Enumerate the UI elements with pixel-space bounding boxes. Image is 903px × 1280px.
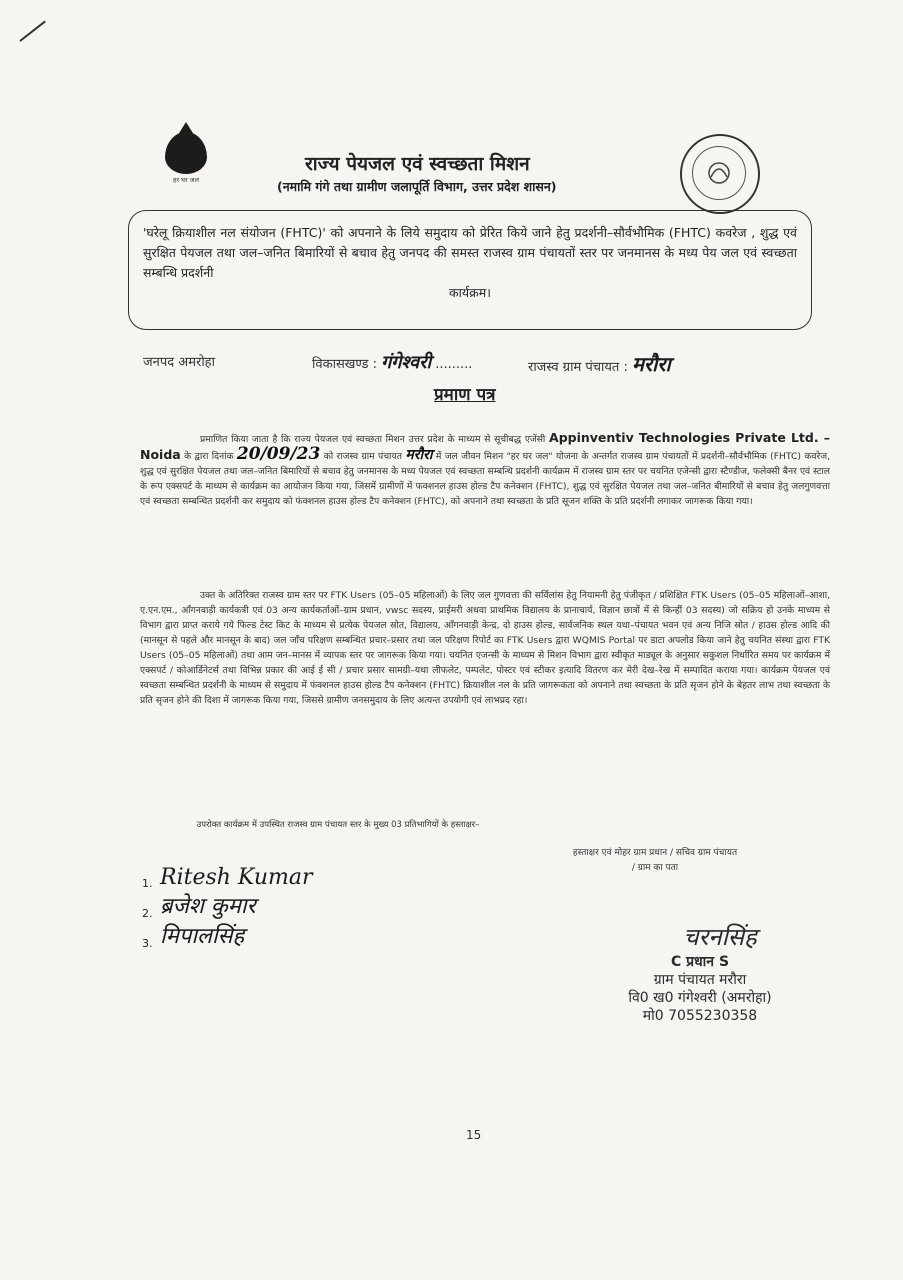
water-drop-icon	[165, 132, 207, 174]
stamp-phone: मो0 7055230358	[642, 1008, 758, 1024]
logo-tagline: हर घर जल	[173, 176, 199, 184]
participant-signature: ब्रजेश कुमार	[160, 894, 256, 919]
subject-text-end: कार्यक्रम।	[449, 285, 491, 300]
har-ghar-jal-logo	[155, 132, 217, 210]
district-label: जनपद	[143, 355, 175, 370]
participant-signature: Ritesh Kumar	[160, 865, 313, 890]
header-subtitle: (नमामि गंगे तथा ग्रामीण जलापूर्ति विभाग, उत्तर प्रदेश शासन)	[277, 179, 557, 194]
p1-mid: के द्वारा दिनांक	[184, 451, 234, 462]
block-label: विकासखण्ड :	[312, 357, 378, 372]
participant-row: 3. मिपालसिंह	[142, 920, 313, 950]
district-value: अमरोहा	[178, 355, 215, 370]
p1-rest: में जल जीवन मिशन "हर घर जल" योजना के अन्तर्गत राजस्व ग्राम पंचायतों में प्रदर्शनी–सौर्वभौमिक (FHTC) कवरेज, शुद्ध एवं सुरक्षित पेयजल तथा जल–जनित बिमारियों से बचाव हेतु जनमानस के मध्य पेयजल एवं स्वच्छता सम्बन्धि प्रदर्शनी कार्यक्रम में राजस्व ग्राम स्तर पर चयनित एजेन्सी द्वारा स्टैण्डीज, फलेक्सी बैनर एवं स्टाल के रूप एक्सपर्ट के माध्यम से कार्यक्रम का आयोजन किया गया, जिसमें ग्रामीणों में फक्शनल हाउस होल्ड टैप कनेक्शन (FHTC), शुद्ध एवं सुरक्षित पेयजल तथा जल–जनित बीमारियों से बचाव हेतु जलगुणवत्ता एवं स्वच्छता सम्बन्धित प्रदर्शनी कर समुदाय को फंक्शनल हाउस होल्ड टैप कनेक्शन (FHTC), को अपनाने तथा स्वच्छता के प्रति सूजन शक्ति के प्रति प्रदर्शनी लगाकर जागरूक किया गया।	[140, 451, 831, 507]
page-number: 15	[466, 1128, 482, 1142]
participant-row: 2. ब्रजेश कुमार	[142, 890, 313, 920]
p1-mid2: को राजस्व ग्राम पंचायत	[323, 451, 402, 462]
program-date: 20/09/23	[236, 444, 321, 464]
header-title: राज्य पेयजल एवं स्वच्छता मिशन	[305, 153, 530, 175]
panchayat-label: राजस्व ग्राम पंचायत :	[528, 360, 628, 375]
certificate-title: प्रमाण पत्र	[434, 385, 496, 405]
seal-heading: हस्ताक्षर एवं मोहर ग्राम प्रधान / सचिव ग्राम पंचायत / ग्राम का पता	[572, 848, 738, 873]
participant-signature: मिपालसिंह	[160, 924, 245, 949]
stamp-line: C प्रधान S	[670, 954, 730, 970]
agency-name: Appinventiv Technologies Private Ltd. – Noida	[140, 430, 830, 462]
pradhan-signature: चरनसिंह	[683, 923, 757, 951]
subject-text: 'घरेलू क्रियाशील नल संयोजन (FHTC)' को अपनाने के लिये समुदाय को प्रेरित किये जाने हेतु प्रदर्शनी–सौर्वभौमिक (FHTC) कवरेज , शुद्ध एवं सुरक्षित पेयजल तथा जल–जनित बिमारियों से बचाव हेतु जनपद की समस्त राजस्व ग्राम पंचायतों स्तर पर जनमानस के मध्य पेय जल एवं स्वच्छता सम्बन्धि प्रदर्शनी	[143, 225, 797, 280]
pradhan-stamp	[600, 920, 800, 1025]
stamp-line: वि0 ख0 गंगेश्वरी (अमरोहा)	[628, 990, 772, 1006]
participant-signatures	[142, 860, 313, 950]
emblem-seal-icon	[692, 146, 746, 200]
body-paragraph-1	[140, 430, 830, 509]
participants-note: उपरोक्त कार्यक्रम में उपस्थित राजस्व ग्राम पंचायत स्तर के मुख्य 03 प्रतिभागियों के हस्ताक्षर–	[196, 820, 480, 830]
panchayat-value: मरौरा	[631, 352, 671, 376]
panchayat-row	[528, 350, 671, 377]
block-value: गंगेश्वरी	[381, 352, 432, 373]
participant-row: 1. Ritesh Kumar	[142, 865, 313, 890]
block-row: विकासखण्ड : गंगेश्वरी .........	[312, 352, 473, 373]
subject-box	[128, 210, 812, 330]
body-paragraph-2: उक्त के अतिरिक्त राजस्व ग्राम स्तर पर FTK Users (05–05 महिलाओं) के लिए जल गुणवत्ता की सर्विलांस हेतु नियामनी हेतु पंजीकृत / प्रशिक्षित FTK Users (05–05 महिलाओं–आशा, ए.एन.एम., आँगनवाड़ी कार्यकत्री एवं 03 अन्य कार्यकर्ताओं–ग्राम प्रधान, vwsc सदस्य, प्राईमरी अथवा प्राथमिक विद्यालय के प्रानाचार्य, विज्ञान छात्रों में से किन्हीं 03 सदस्य) जो सक्रिय हो उनके माध्यम से विभाग द्वारा प्राप्त कराये गये फिल्ड टेस्ट किट के माध्यम से प्रत्येक पेयजल स्रोत, विद्यालय, आँगनवाड़ी केन्द्र, दो हाउस होल्ड, सार्वजनिक स्थल यथा–पंचायत भवन एवं अन्य निजि स्रोत / हाउस होल्ड आदि की (मानसून से पहले और मानसून के बाद) जल जाँच परिक्षण सम्बन्धित प्रचार–प्रसार तथा जल परिक्षण रिपोर्ट का FTK Users द्वारा WQMIS Portal पर डाटा अपलोड किया जाने हेतु चयनित संस्था द्वारा FTK Users (05–05 महिलाओं) तथा आम जन–मानस में व्यापक स्तर पर जागरूक किया गया। चयनित एजन्सी के माध्यम से मिशन विभाग द्वारा स्वीकृत माड्यूल के अनुसार सकुशल निर्धारित समय पर कार्यक्रम में एक्सपर्ट / कोआर्डिनेटर्स तथा विभिन्न प्रकार की आई ई सी / प्रचार प्रसार सामग्री–यथा लीफलेट, पम्पलेट, पोस्टर एवं स्टीकर इत्यादि वितरण कर मेरी देख–रेख में सम्पादित कराया गया। कार्यक्रम पेयजल एवं स्वच्छता सम्बन्धित प्रदर्शनी के माध्यम से समुदाय में फंक्शनल हाउस होल्ड टैप कनेक्शन (FHTC) क्रियाशील नल के प्रति जागरूकता को अपनाने तथा स्वच्छता के प्रति सृजन होने के बेहतर लाभ तथा स्वच्छता के प्रति सृजन होने की दिशा में जागरूक किया गया, जिससे ग्रामीण जनसमुदाय के लिए अत्यन्त उपयोगी एवं लाभप्रद रहा।	[140, 590, 830, 706]
village-name: मरौरा	[405, 447, 433, 463]
up-govt-emblem	[680, 134, 760, 214]
pen-mark	[19, 21, 45, 42]
p1-start: प्रमाणित किया जाता है कि राज्य पेयजल एवं स्वच्छता मिशन उत्तर प्रदेश के माध्यम से सूचीबद्ध एजेंसी	[200, 434, 546, 445]
stamp-line: ग्राम पंचायत मरौरा	[653, 972, 747, 988]
district-row	[143, 352, 215, 370]
